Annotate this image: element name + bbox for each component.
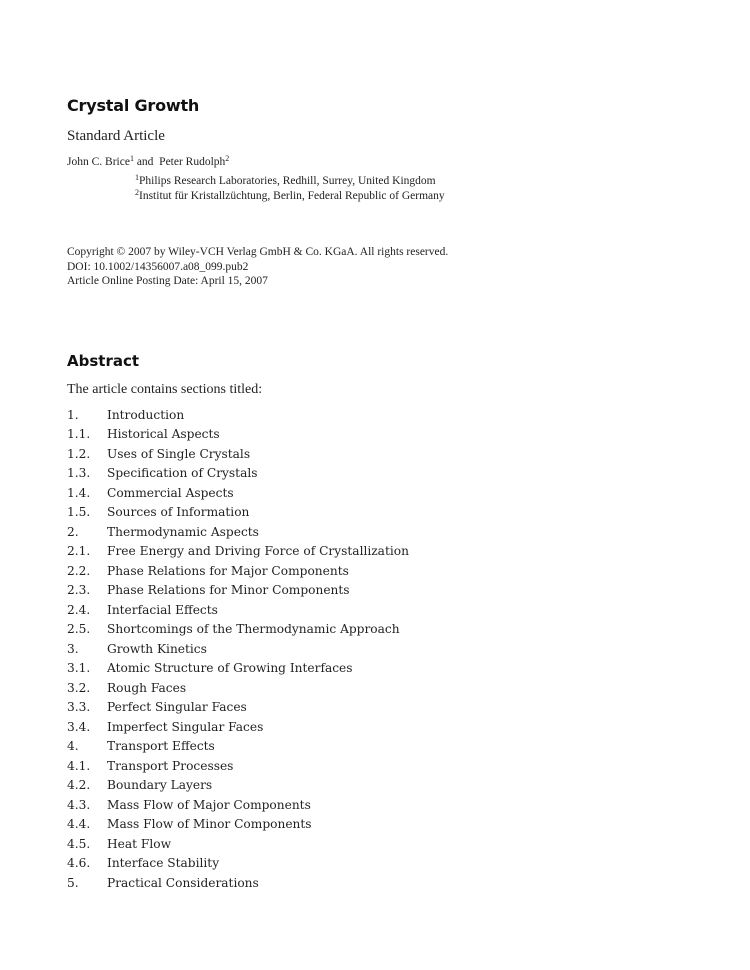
section-title: Imperfect Singular Faces (107, 719, 264, 734)
copyright-notice: Copyright © 2007 by Wiley-VCH Verlag GmbH & Co. KGaA. All rights reserved. (67, 246, 449, 258)
section-item (67, 405, 409, 425)
section-number: 4.5. (67, 836, 91, 851)
affiliation-marker: 1 (135, 173, 139, 182)
section-item (67, 444, 409, 464)
section-item (67, 717, 409, 737)
section-title: Interfacial Effects (107, 602, 218, 617)
section-item (67, 600, 409, 620)
section-number: 4.6. (67, 856, 91, 871)
affiliation-text: Philips Research Laboratories, Redhill, Surrey, United Kingdom (139, 175, 436, 187)
section-item (67, 873, 409, 893)
section-title: Uses of Single Crystals (107, 446, 251, 461)
section-title: Mass Flow of Minor Components (107, 817, 312, 832)
affiliation (135, 175, 436, 187)
section-title: Boundary Layers (107, 778, 213, 793)
section-title: Specification of Crystals (107, 466, 258, 481)
section-number: 1.1. (67, 427, 91, 442)
section-title: Shortcomings of the Thermodynamic Approach (107, 622, 400, 637)
section-number: 4.4. (67, 817, 91, 832)
section-title: Rough Faces (107, 680, 187, 695)
section-title: Practical Considerations (107, 875, 259, 890)
section-item (67, 854, 409, 874)
section-number: 4. (67, 739, 79, 754)
doi: DOI: 10.1002/14356007.a08_099.pub2 (67, 261, 249, 273)
section-item (67, 776, 409, 796)
section-item (67, 522, 409, 542)
section-title: Historical Aspects (107, 427, 220, 442)
section-number: 3.4. (67, 719, 91, 734)
section-number: 1.4. (67, 485, 91, 500)
section-title: Introduction (107, 407, 185, 422)
affiliation (135, 190, 445, 202)
section-number: 1.5. (67, 505, 91, 520)
section-number: 2.1. (67, 544, 91, 559)
section-title: Free Energy and Driving Force of Crystallization (107, 544, 409, 559)
section-number: 5. (67, 875, 79, 890)
author-line (67, 156, 229, 168)
section-number: 2. (67, 524, 79, 539)
section-item (67, 620, 409, 640)
section-title: Interface Stability (107, 856, 220, 871)
section-number: 2.3. (67, 583, 91, 598)
author-separator: and (133, 156, 160, 168)
section-item (67, 659, 409, 679)
section-title: Heat Flow (107, 836, 172, 851)
section-item (67, 503, 409, 523)
article-type: Standard Article (67, 128, 165, 144)
section-item (67, 795, 409, 815)
section-item (67, 698, 409, 718)
affiliation-marker: 2 (225, 154, 230, 163)
section-title: Atomic Structure of Growing Interfaces (107, 661, 353, 676)
section-number: 2.5. (67, 622, 91, 637)
section-item (67, 756, 409, 776)
affiliation-text: Institut für Kristallzüchtung, Berlin, Federal Republic of Germany (139, 190, 445, 202)
section-title: Transport Effects (107, 739, 215, 754)
section-title: Commercial Aspects (107, 485, 234, 500)
section-number: 4.3. (67, 797, 91, 812)
section-title: Perfect Singular Faces (107, 700, 247, 715)
section-title: Phase Relations for Major Components (107, 563, 349, 578)
author-name: Peter Rudolph (159, 156, 226, 168)
section-item (67, 483, 409, 503)
section-title: Phase Relations for Minor Components (107, 583, 350, 598)
section-number: 2.4. (67, 602, 91, 617)
section-number: 4.1. (67, 758, 91, 773)
section-number: 4.2. (67, 778, 91, 793)
section-number: 1.2. (67, 446, 91, 461)
section-number: 3. (67, 641, 79, 656)
section-item (67, 678, 409, 698)
section-item (67, 737, 409, 757)
posting-date: Article Online Posting Date: April 15, 2007 (67, 275, 268, 287)
section-item (67, 561, 409, 581)
affiliation-marker: 1 (129, 154, 134, 163)
section-item (67, 581, 409, 601)
section-number: 2.2. (67, 563, 91, 578)
section-number: 3.3. (67, 700, 91, 715)
section-title: Mass Flow of Major Components (107, 797, 311, 812)
section-title: Thermodynamic Aspects (107, 524, 259, 539)
section-number: 3.2. (67, 680, 91, 695)
section-title: Sources of Information (107, 505, 250, 520)
abstract-intro: The article contains sections titled: (67, 382, 263, 397)
section-title: Transport Processes (107, 758, 234, 773)
section-number: 3.1. (67, 661, 91, 676)
article-title: Crystal Growth (67, 96, 200, 115)
section-item (67, 834, 409, 854)
section-item (67, 542, 409, 562)
section-item (67, 464, 409, 484)
section-item (67, 639, 409, 659)
section-list (67, 405, 409, 893)
affiliation-marker: 2 (135, 188, 139, 197)
section-number: 1. (67, 407, 79, 422)
author-name: John C. Brice (67, 156, 130, 168)
section-item (67, 815, 409, 835)
section-number: 1.3. (67, 466, 91, 481)
section-item (67, 425, 409, 445)
section-title: Growth Kinetics (107, 641, 207, 656)
abstract-heading: Abstract (67, 352, 140, 370)
